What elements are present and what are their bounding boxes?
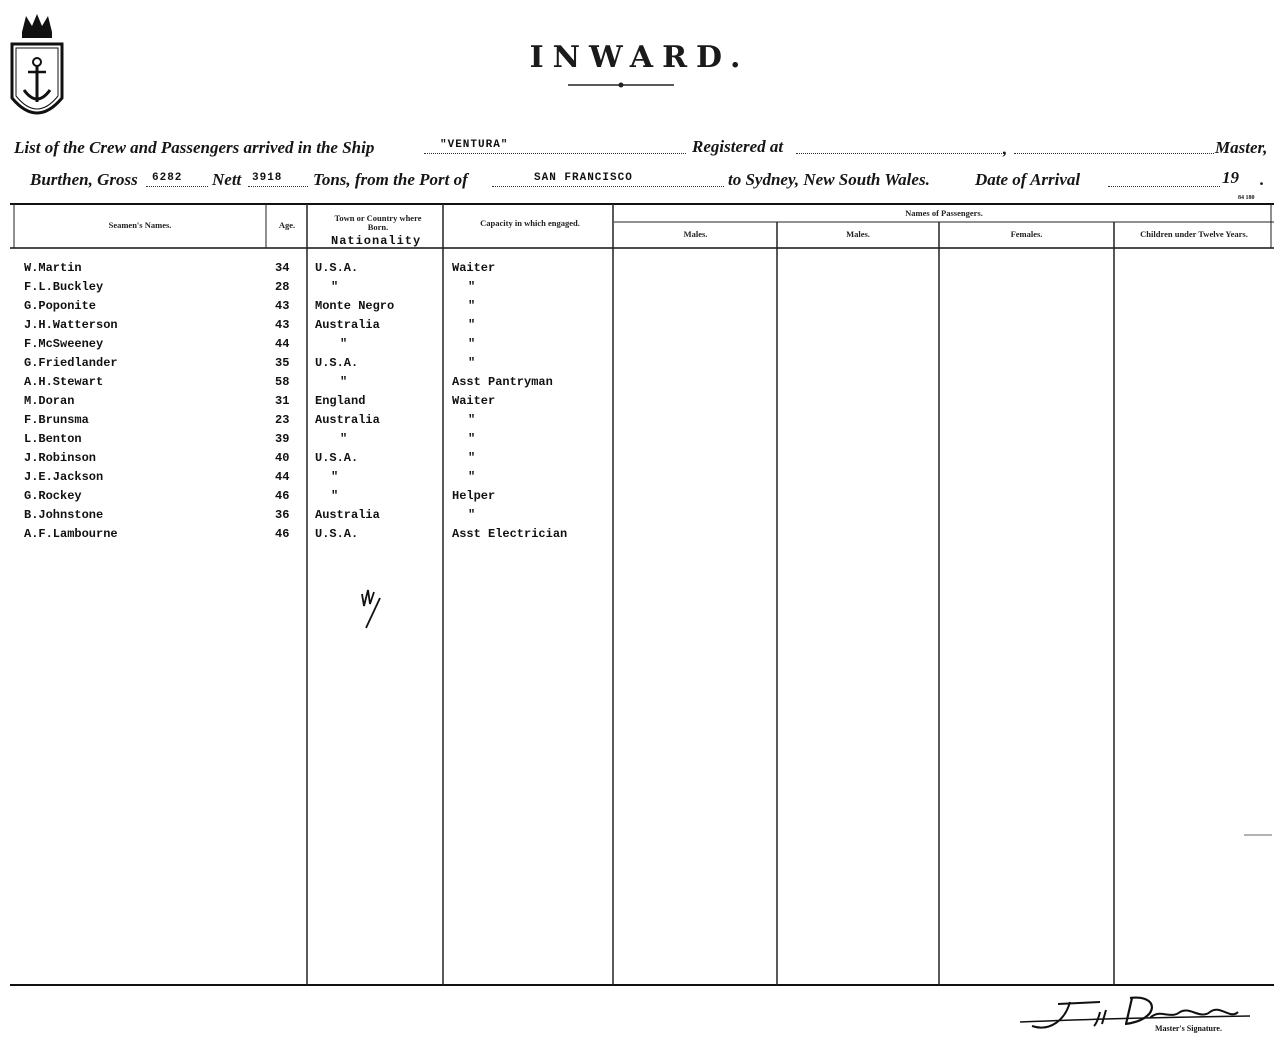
crew-nationality: U.S.A.: [315, 527, 359, 541]
crew-age: 39: [275, 432, 290, 446]
crew-name: W.Martin: [24, 261, 82, 275]
crew-nationality: ": [331, 489, 339, 503]
crew-row: [0, 356, 1279, 375]
crew-nationality: ": [331, 280, 339, 294]
crew-name: A.F.Lambourne: [24, 527, 118, 541]
crew-row: [0, 394, 1279, 413]
crew-capacity: ": [468, 508, 476, 522]
nett-label: Nett: [212, 170, 242, 189]
tons-from-label: Tons, from the Port of: [313, 170, 468, 189]
crew-row: [0, 508, 1279, 527]
crew-nationality: ": [340, 337, 348, 351]
crew-age: 36: [275, 508, 290, 522]
col-seamens-names: Seamen's Names.: [108, 220, 172, 230]
crew-capacity: ": [468, 413, 476, 427]
master-label: Master,: [1215, 138, 1268, 157]
crew-name: J.H.Watterson: [24, 318, 118, 332]
crew-age: 43: [275, 299, 290, 313]
col-names-of-passengers: Names of Passengers.: [905, 208, 983, 218]
crew-nationality: U.S.A.: [315, 356, 359, 370]
crew-name: A.H.Stewart: [24, 375, 104, 389]
crew-capacity: ": [468, 451, 476, 465]
col-nationality: Nationality: [331, 234, 422, 248]
crew-row: [0, 451, 1279, 470]
crew-age: 44: [275, 337, 290, 351]
crew-capacity: ": [468, 356, 476, 370]
crew-age: 46: [275, 527, 290, 541]
arrival-period: .: [1260, 170, 1265, 189]
crew-name: F.Brunsma: [24, 413, 89, 427]
crew-age: 34: [275, 261, 290, 275]
crew-nationality: U.S.A.: [315, 261, 359, 275]
crew-row: [0, 261, 1279, 280]
port-of-origin: SAN FRANCISCO: [534, 172, 633, 184]
crew-capacity: ": [468, 280, 476, 294]
crew-capacity: Asst Electrician: [452, 527, 568, 541]
crew-capacity: Waiter: [452, 261, 496, 275]
crew-age: 40: [275, 451, 290, 465]
col-where-born: Town or Country where Born.: [334, 213, 422, 232]
crew-age: 43: [275, 318, 290, 332]
form-number: 84 180: [1238, 195, 1255, 201]
document-title: INWARD.: [529, 40, 750, 75]
crew-nationality: England: [315, 394, 366, 408]
crew-nationality: Australia: [315, 413, 380, 427]
crew-name: G.Poponite: [24, 299, 97, 313]
crew-nationality: Monte Negro: [315, 299, 395, 313]
destination-label: to Sydney, New South Wales.: [728, 170, 930, 189]
crew-name: F.McSweeney: [24, 337, 104, 351]
crew-capacity: ": [468, 470, 476, 484]
crew-row: [0, 527, 1279, 546]
crew-name: M.Doran: [24, 394, 75, 408]
crew-row: [0, 432, 1279, 451]
crew-age: 46: [275, 489, 290, 503]
crew-age: 31: [275, 394, 290, 408]
crew-name: J.E.Jackson: [24, 470, 104, 484]
handwritten-mark-icon: [356, 580, 386, 630]
crew-row: [0, 375, 1279, 394]
burthen-label: Burthen, Gross: [30, 170, 138, 189]
ship-list-lead: List of the Crew and Passengers arrived in the Ship: [14, 138, 375, 157]
crew-capacity: Helper: [452, 489, 496, 503]
crew-name: G.Friedlander: [24, 356, 118, 370]
master-signature-caption: Master's Signature.: [1155, 1024, 1222, 1033]
registered-at-label: Registered at: [692, 137, 784, 156]
registered-comma: ,: [1003, 139, 1008, 158]
crew-nationality: ": [340, 432, 348, 446]
crew-nationality: Australia: [315, 318, 380, 332]
col-females: Females.: [1010, 229, 1043, 239]
crew-age: 28: [275, 280, 290, 294]
crew-capacity: Waiter: [452, 394, 496, 408]
crew-age: 44: [275, 470, 290, 484]
crew-name: F.L.Buckley: [24, 280, 104, 294]
crew-capacity: ": [468, 318, 476, 332]
crew-name: B.Johnstone: [24, 508, 104, 522]
crew-nationality: ": [340, 375, 348, 389]
crew-name: J.Robinson: [24, 451, 97, 465]
crew-capacity: ": [468, 432, 476, 446]
crew-nationality: Australia: [315, 508, 380, 522]
crew-row: [0, 413, 1279, 432]
arrival-year: 19: [1222, 168, 1239, 187]
crew-capacity: Asst Pantryman: [452, 375, 553, 389]
crew-capacity: ": [468, 337, 476, 351]
master-signature-icon: [1010, 990, 1260, 1040]
crew-name: L.Benton: [24, 432, 82, 446]
col-males-2: Males.: [846, 229, 870, 239]
crew-nationality: U.S.A.: [315, 451, 359, 465]
col-males-1: Males.: [683, 229, 708, 239]
col-children: Children under Twelve Years.: [1140, 229, 1248, 239]
crew-row: [0, 280, 1279, 299]
crew-row: [0, 337, 1279, 356]
crew-row: [0, 318, 1279, 337]
col-capacity: Capacity in which engaged.: [480, 218, 580, 228]
crew-name: G.Rockey: [24, 489, 82, 503]
crew-row: [0, 470, 1279, 489]
date-of-arrival-label: Date of Arrival: [975, 170, 1081, 189]
crew-age: 23: [275, 413, 290, 427]
nett-tonnage: 3918: [252, 172, 283, 184]
gross-tonnage: 6282: [152, 172, 183, 184]
crew-row: [0, 299, 1279, 318]
crew-nationality: ": [331, 470, 339, 484]
col-age: Age.: [278, 220, 296, 230]
crew-age: 35: [275, 356, 290, 370]
ship-name: "VENTURA": [440, 139, 509, 151]
crew-capacity: ": [468, 299, 476, 313]
crew-age: 58: [275, 375, 290, 389]
crew-row: [0, 489, 1279, 508]
